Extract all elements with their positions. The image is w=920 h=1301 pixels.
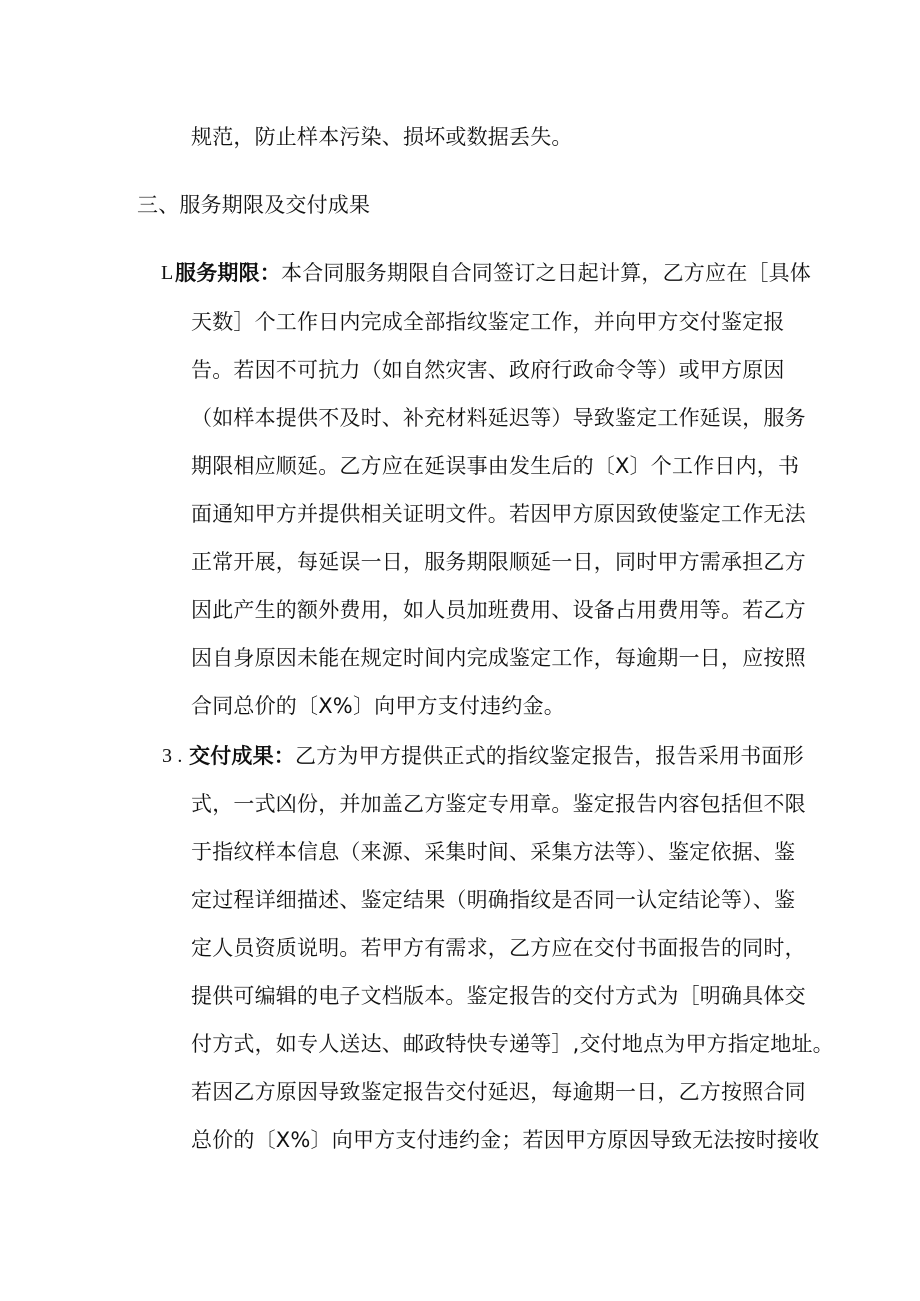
paragraph-line: 因此产生的额外费用，如人员加班费用、设备占用费用等。若乙方 — [191, 598, 806, 622]
paragraph-line: 式，一式凶份，并加盖乙方鉴定专用章。鉴定报告内容包括但不限 — [191, 792, 806, 816]
section-heading: 三、服务期限及交付成果 — [137, 193, 371, 217]
paragraph-line: 期限相应顺延。乙方应在延误事由发生后的〔X〕个工作日内，书 — [191, 454, 800, 478]
paragraph-line: 提供可编辑的电子文档版本。鉴定报告的交付方式为［明确具体交 — [191, 984, 806, 1008]
intro-continuation: 规范，防止样本污染、损坏或数据丢失。 — [191, 125, 573, 149]
paragraph-line: 合同总价的〔X%〕向甲方支付违约金。 — [191, 694, 565, 718]
paragraph-line: 面通知甲方并提供相关证明文件。若因甲方原因致使鉴定工作无法 — [191, 502, 806, 526]
item-text: 本合同服务期限自合同签订之日起计算，乙方应在［具体 — [281, 261, 811, 285]
item-first-line — [175, 259, 811, 287]
paragraph-line: 总价的〔X%〕向甲方支付违约金；若因甲方原因导致无法按时接收 — [191, 1128, 820, 1152]
item-marker: L — [161, 262, 174, 284]
paragraph-line: 天数］个工作日内完成全部指纹鉴定工作，并向甲方交付鉴定报 — [191, 310, 785, 334]
paragraph-line: （如样本提供不及时、补充材料延迟等）导致鉴定工作延误，服务 — [191, 406, 806, 430]
item-first-line — [189, 742, 804, 770]
paragraph-line: 正常开展，每延误一日，服务期限顺延一日，同时甲方需承担乙方 — [191, 550, 806, 574]
paragraph-line: 付方式，如专人送达、邮政特快专递等］,交付地点为甲方指定地址。 — [191, 1032, 834, 1056]
item-text: 乙方为甲方提供正式的指纹鉴定报告，报告采用书面形 — [295, 744, 804, 768]
item-title: 交付成果： — [189, 744, 295, 768]
paragraph-line: 定过程详细描述、鉴定结果（明确指纹是否同一认定结论等）、鉴 — [191, 888, 796, 912]
paragraph-line: 告。若因不可抗力（如自然灾害、政府行政命令等）或甲方原因 — [191, 358, 785, 382]
item-title: 服务期限： — [175, 261, 281, 285]
paragraph-line: 定人员资质说明。若甲方有需求，乙方应在交付书面报告的同时， — [191, 936, 806, 960]
paragraph-line: 于指纹样本信息（来源、采集时间、采集方法等）、鉴定依据、鉴 — [191, 840, 796, 864]
paragraph-line: 若因乙方原因导致鉴定报告交付延迟，每逾期一日，乙方按照合同 — [191, 1080, 806, 1104]
paragraph-line: 因自身原因未能在规定时间内完成鉴定工作，每逾期一日，应按照 — [191, 646, 806, 670]
item-marker: 3 . — [162, 745, 183, 767]
